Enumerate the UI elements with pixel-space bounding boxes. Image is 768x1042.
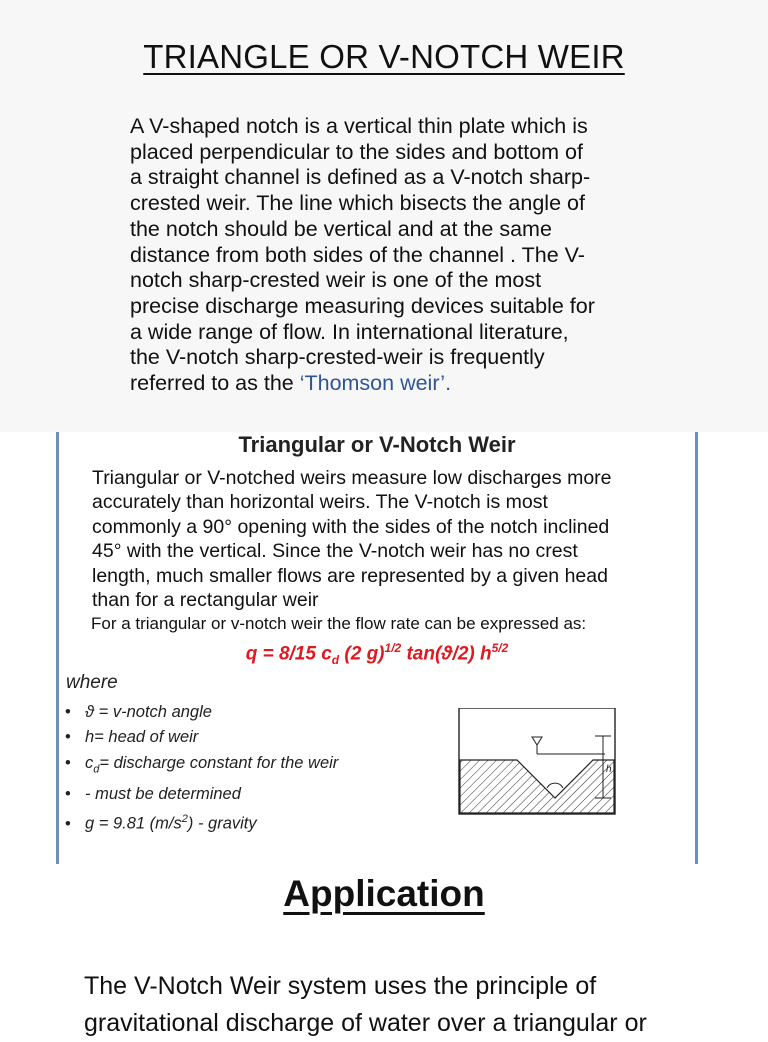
- definition-item: [65, 782, 338, 807]
- definition-paragraph: [130, 114, 670, 397]
- paragraph-line: length, much smaller flows are represented by a given head: [92, 564, 608, 587]
- paragraph-line: gravitational discharge of water over a triangular or: [84, 1009, 647, 1037]
- bullet-icon: •: [65, 785, 71, 804]
- application-paragraph: [84, 968, 724, 1042]
- paragraph-line: commonly a 90° opening with the sides of the notch inclined: [92, 515, 610, 538]
- paragraph-line: The V-Notch Weir system uses the principle of: [84, 972, 597, 1000]
- definition-item: [65, 807, 338, 837]
- formula-superscript: 1/2: [384, 641, 402, 655]
- paragraph-line: distance from both sides of the channel . The V-: [130, 242, 585, 267]
- paragraph-line: than for a rectangular weir: [92, 589, 319, 612]
- weir-plate: [460, 760, 614, 813]
- description-paragraph: [92, 466, 692, 612]
- definition-text: h= head of weir: [85, 728, 199, 747]
- expression-intro: For a triangular or v-notch weir the flow rate can be expressed as:: [91, 614, 587, 633]
- bullet-icon: •: [65, 814, 71, 833]
- bullet-icon: •: [65, 728, 71, 747]
- formula-part: (2 g): [339, 643, 385, 665]
- formula-part: tan(ϑ/2) h: [401, 643, 492, 665]
- bullet-icon: •: [65, 703, 71, 721]
- where-label: where: [66, 672, 118, 693]
- paragraph-line-prefix: referred to as the: [130, 371, 300, 396]
- paragraph-line: the notch should be vertical and at the same: [130, 216, 552, 241]
- paragraph-line: 45° with the vertical. Since the V-notch weir has no crest: [92, 540, 578, 563]
- definition-var: c: [85, 753, 94, 772]
- notch-angle-arc: [547, 783, 563, 788]
- paragraph-line: placed perpendicular to the sides and bottom of: [130, 139, 583, 164]
- section-title: Triangular or V-Notch Weir: [238, 432, 516, 457]
- formula-subscript: d: [331, 653, 340, 668]
- slide-v-notch-definition: [0, 0, 768, 432]
- paragraph-line: the V-notch sharp-crested-weir is frequently: [130, 345, 545, 370]
- paragraph-line: a straight channel is defined as a V-notch sharp-: [130, 165, 591, 190]
- paragraph-line: a wide range of flow. In international literature,: [130, 319, 569, 344]
- paragraph-line: [130, 371, 670, 397]
- paragraph-line: precise discharge measuring devices suitable for: [130, 293, 595, 318]
- paragraph-line: A V-shaped notch is a vertical thin plate which is: [130, 114, 588, 138]
- definition-item: [65, 725, 338, 750]
- definition-superscript: 2: [181, 813, 188, 826]
- slide-v-notch-formula: [56, 432, 698, 864]
- paragraph-line: accurately than horizontal weirs. The V-notch is most: [92, 491, 548, 514]
- definition-item: [65, 751, 338, 783]
- variable-definitions: [65, 700, 338, 837]
- formula-superscript: 5/2: [491, 641, 509, 655]
- definition-text: = discharge constant for the weir: [99, 753, 339, 772]
- application-heading-text: Application: [283, 873, 485, 914]
- head-label: h: [606, 764, 612, 775]
- application-heading: [0, 873, 768, 915]
- definition-text: ) - gravity: [187, 814, 257, 833]
- definition-text: ϑ = v-notch angle: [85, 703, 212, 721]
- inverted-triangle-icon: [532, 737, 542, 745]
- thomson-weir-term: ‘Thomson weir’.: [299, 371, 452, 396]
- slide-title: TRIANGLE OR V-NOTCH WEIR: [143, 38, 625, 75]
- paragraph-line: notch sharp-crested weir is one of the most: [130, 268, 542, 293]
- definition-text: g = 9.81 (m/s: [85, 814, 182, 833]
- paragraph-line: Triangular or V-notched weirs measure low discharges more: [92, 467, 612, 489]
- definition-text: - must be determined: [85, 785, 241, 804]
- v-notch-diagram: [455, 708, 625, 818]
- paragraph-line: crested weir. The line which bisects the angle of: [130, 191, 585, 216]
- bullet-icon: •: [65, 753, 71, 772]
- definition-subscript: d: [93, 762, 100, 775]
- definition-item: [65, 700, 338, 725]
- formula-part: q = 8/15 c: [245, 643, 332, 665]
- flow-rate-formula: [59, 641, 695, 667]
